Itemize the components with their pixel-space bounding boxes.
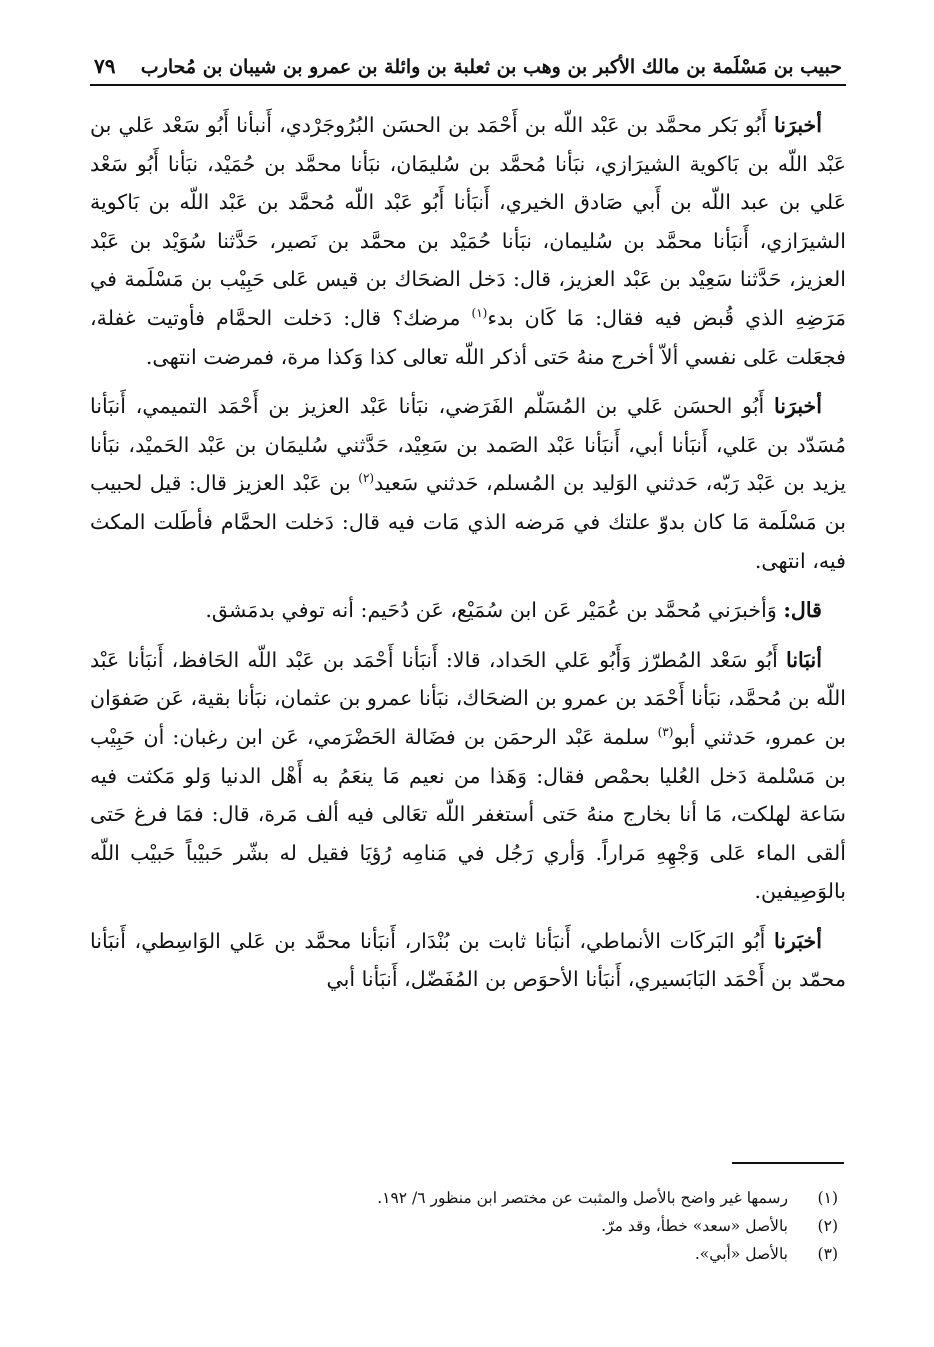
paragraph (90, 641, 846, 911)
paragraph (90, 387, 846, 580)
header-title: حبيب بن مَسْلَمة بن مالك الأكبر بن وهب بن ثعلبة بن وائلة بن عمرو بن شيبان بن مُحارب (140, 56, 842, 78)
footnote (96, 1240, 838, 1268)
paragraph (90, 922, 846, 999)
footnote-separator (732, 1162, 844, 1164)
paragraph-text: وَأخبرَني مُحمَّد بن عُمَيْر عَن ابن سُمَيْع، عَن دُحَيم: أنه توفي بدمَشق. (205, 598, 784, 623)
paragraph (90, 591, 846, 630)
paragraph-keyword: أخبرَنا (773, 394, 822, 419)
footnote-text: رسمها غير واضح بالأصل والمثبت عن مختصر ابن منظور ٦/ ١٩٢. (377, 1189, 788, 1207)
paragraph-text-cont: بن عَبْد العزيز قال: قيل لحبيب بن مَسْلَمة مَا كان بدوّ علتك في مَرضه الذي مَات فيه قال: دَخلت الحمَّام فأطَلت المكث فيه، انتهى. (90, 471, 846, 573)
main-text (90, 106, 846, 999)
paragraph-keyword: قال: (783, 598, 822, 623)
footnote-ref: (٢) (358, 471, 375, 486)
running-header (90, 54, 846, 86)
footnote-ref: (١) (471, 306, 488, 321)
paragraph-text: أَبُو الحسَن عَلي بن المُسَلّم الفَرَضي، نبَأنا عَبْد العزيز بن أَحْمَد التميمي، أَنبَأنا مُسَدّد بن عَلي، أَنبَأنا أبي، أَنبَأنا عَبْد الصَمد بن سَعِيْد، حَدَّثني سُليمَان بن عَبْد الحَميْد، نبَأنا يزيد بن عَبْد رَبّه، حَدثني الوَليد بن المُسلم، حَدثني سَعيد (90, 394, 847, 496)
footnote (96, 1184, 838, 1212)
footnote-ref: (٣) (657, 725, 674, 740)
footnote-text: بالأصل «أبي». (694, 1245, 788, 1263)
paragraph-text: أَبُو البَركَات الأنماطي، أَنبَأنا ثابت بن بُنْدَار، أَنبَأنا محمَّد بن عَلي الوَاسِطي، أَنبَأنا محمّد بن أَحْمَد البَابَسيري، أَنبَأنا الأحوَص بن المُفَضّل، أَنبَأنا أبي (90, 928, 846, 992)
footnote-text: بالأصل «سعد» خطأ، وقد مرّ. (601, 1217, 788, 1235)
paragraph-keyword: أخبرَنا (773, 113, 822, 137)
paragraph-text-cont: سلمة عَبْد الرحمَن بن فضَالة الحَضْرَمي، عَن ابن رغبان: أن حَبِيْب بن مَسْلمة دَخل العُليا بحمْص فقال: وَهَذا من نعيم مَا ينعَمُ به أَهْل الدنيا وَلو مَكثت فيه سَاعة لهلكت، مَا أنا بخارج منهُ حَتى أستغفر اللّه تعَالى فيه ألف مَرة، قال: فمَا فرغ حَتى ألقى الماء عَلى وَجْهِهِ مَراراً. وَأري رَجُل في مَنامِه رُؤيَا فقيل له بشّر حَبيْباً حَبيْب اللّه بالوَصِيفين. (90, 724, 846, 904)
paragraph-text: أَبُو سَعْد المُطرّز وَأَبُو عَلي الحَداد، قالا: أَنبَأنا أَحْمَد بن عَبْد اللّه الحَافظ، أَنبَأنا عَبْد اللّه بن مُحمَّد، نبَأنا أَحْمَد بن عمرو بن الضحَاك، نبَأنا عمرو بن عثمان، نبَأنا بقية، عَن صَفوَان بن عمرو، حَدثني أبو (90, 647, 846, 749)
paragraph-keyword: أخبَرنا (773, 928, 822, 953)
page-number: ٧٩ (94, 54, 116, 78)
footnotes (96, 1184, 838, 1268)
footnote-number: (٢) (817, 1217, 838, 1235)
footnote-number: (١) (817, 1189, 838, 1207)
footnote (96, 1212, 838, 1240)
paragraph-text: أَبُو بَكر محمَّد بن عَبْد اللّه بن أَحْمَد بن الحسَن البُرُوجَرْدي، أَنبأنا أَبُو سَعْد عَلي بن عَبْد اللّه بن بَاكوية الشيرَازي، نبَأنا مُحمَّد بن سُليمَان، نبَأنا محمَّد بن حُمَيْد، نبَأنا أَبُو سَعْد عَلي بن عبد اللّه بن أَبي صَادق الخيري، أَنبَأنا أَبُو عَبْد اللّه مُحمَّد بن عَبْد اللّه بن بَاكوية الشيرَازي، أَنبَأنا محمَّد بن سُليمان، نبَأنا حُمَيْد بن محمَّد بن نَصير، حَدَّثنا سُوَيْد بن عَبْد العزيز، حَدَّثنا سَعِيْد بن عَبْد العزيز، قال: دَخل الضحَاك بن قيس عَلى حَبِيْب بن مَسْلَمة في مَرَضِهِ الذي قُبض فيه فقال: مَا كَان بدء (90, 113, 846, 330)
paragraph (90, 106, 846, 376)
paragraph-text-cont: مرضك؟ قال: دَخلت الحمَّام فأوتيت غفلة، فجعَلت عَلى نفسي ألاّ أخرج منهُ حَتى أذكر اللّه تعالى كذا وَكذا مرة، فمرضت انتهى. (90, 305, 846, 369)
paragraph-keyword: أنبَانا (786, 647, 822, 672)
footnote-number: (٣) (817, 1245, 838, 1263)
